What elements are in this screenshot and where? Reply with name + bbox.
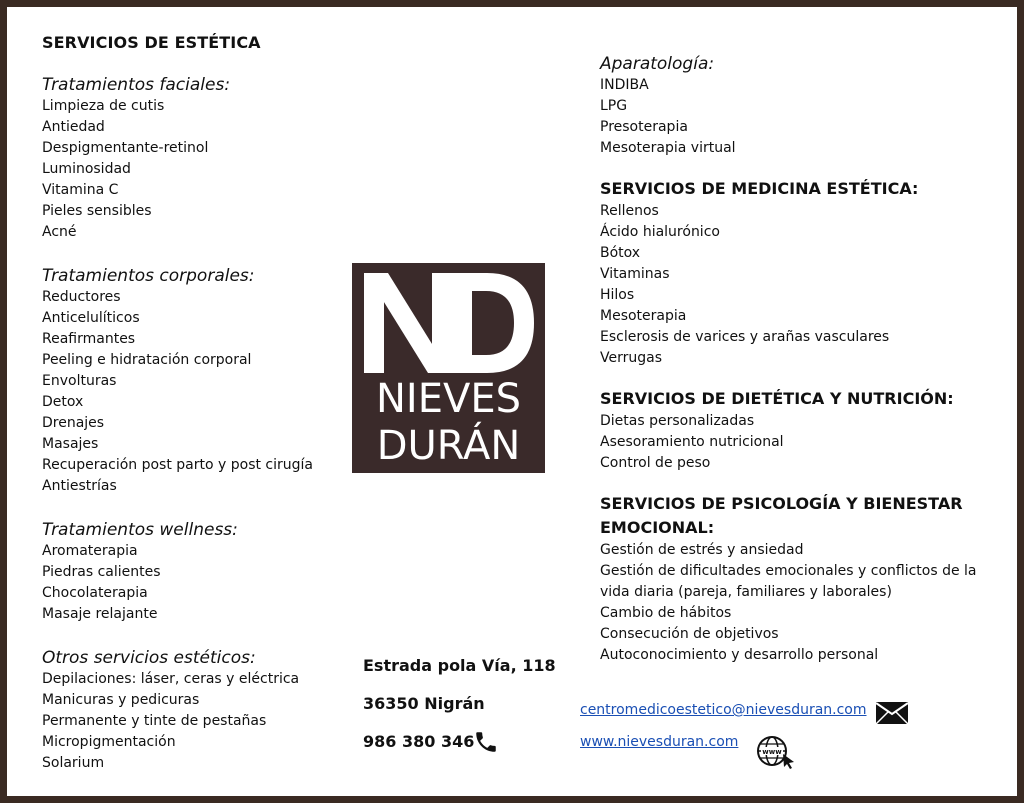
list-item: Piedras calientes — [42, 564, 161, 580]
list-item: Rellenos — [600, 203, 659, 219]
street-address: Estrada pola Vía, 118 — [363, 656, 556, 675]
list-item: Reductores — [42, 289, 121, 305]
list-item: Despigmentante-retinol — [42, 140, 209, 156]
list-item: Gestión de estrés y ansiedad — [600, 542, 804, 558]
postal-address: 36350 Nigrán — [363, 694, 485, 713]
list-item: Cambio de hábitos — [600, 605, 732, 621]
page-title: SERVICIOS DE ESTÉTICA — [42, 33, 261, 52]
otros-heading: Otros servicios estéticos: — [42, 648, 256, 668]
list-item: Masaje relajante — [42, 606, 158, 622]
medicina-heading: SERVICIOS DE MEDICINA ESTÉTICA: — [600, 179, 919, 198]
facial-heading: Tratamientos faciales: — [42, 75, 231, 95]
list-item: LPG — [600, 98, 628, 114]
wellness-heading: Tratamientos wellness: — [42, 520, 238, 540]
otros-list — [42, 669, 342, 774]
list-item: Verrugas — [600, 350, 663, 366]
list-item: INDIBA — [600, 77, 649, 93]
list-item: Masajes — [42, 436, 99, 452]
list-item: Ácido hialurónico — [600, 224, 720, 240]
phone-icon — [473, 729, 499, 759]
medicina-list — [600, 201, 1020, 369]
list-item: Luminosidad — [42, 161, 131, 177]
website-link[interactable]: www.nievesduran.com — [580, 734, 739, 750]
right-column — [600, 53, 1020, 666]
psicologia-list — [600, 540, 1010, 666]
list-item: Acné — [42, 224, 77, 240]
list-item: Presoterapia — [600, 119, 688, 135]
list-item: Consecución de objetivos — [600, 626, 779, 642]
list-item: Limpieza de cutis — [42, 98, 165, 114]
envelope-icon — [875, 701, 909, 729]
psicologia-heading-line2: EMOCIONAL: — [600, 518, 715, 537]
list-item: Detox — [42, 394, 84, 410]
email-link[interactable]: centromedicoestetico@nievesduran.com — [580, 702, 867, 718]
list-item: Esclerosis de varices y arañas vasculares — [600, 329, 890, 345]
address-block — [363, 655, 556, 769]
list-item: Aromaterapia — [42, 543, 138, 559]
list-item: Manicuras y pedicuras — [42, 692, 200, 708]
list-item: Pieles sensibles — [42, 203, 152, 219]
globe-cursor-icon — [756, 734, 796, 774]
logo-line1: NIEVES — [375, 376, 522, 422]
psicologia-heading-line1: SERVICIOS DE PSICOLOGÍA Y BIENESTAR — [600, 494, 963, 513]
dietetica-heading: SERVICIOS DE DIETÉTICA Y NUTRICIÓN: — [600, 389, 954, 408]
list-item: Depilaciones: láser, ceras y eléctrica — [42, 671, 300, 687]
list-item: Antiedad — [42, 119, 105, 135]
list-item: Mesoterapia — [600, 308, 687, 324]
list-item: Vitamina C — [42, 182, 119, 198]
list-item: Permanente y tinte de pestañas — [42, 713, 267, 729]
list-item: Recuperación post parto y post cirugía — [42, 457, 313, 473]
phone-number: 986 380 346 — [363, 732, 475, 751]
list-item: Micropigmentación — [42, 734, 176, 750]
list-item: Control de peso — [600, 455, 711, 471]
logo-graphic — [352, 263, 545, 473]
list-item: Bótox — [600, 245, 641, 261]
aparatologia-list — [600, 75, 1020, 159]
list-item: Mesoterapia virtual — [600, 140, 736, 156]
list-item: Autoconocimiento y desarrollo personal — [600, 647, 879, 663]
list-item: Peeling e hidratación corporal — [42, 352, 252, 368]
list-item: Asesoramiento nutricional — [600, 434, 784, 450]
list-item: Antiestrías — [42, 478, 117, 494]
corporal-list — [42, 287, 342, 497]
aparatologia-heading: Aparatología: — [600, 54, 715, 74]
svg-text:www: www — [762, 748, 782, 756]
list-item: Hilos — [600, 287, 635, 303]
list-item: Reafirmantes — [42, 331, 136, 347]
list-item: Anticelulíticos — [42, 310, 140, 326]
logo-line2: DURÁN — [376, 423, 521, 469]
list-item: Envolturas — [42, 373, 117, 389]
contact-links — [580, 702, 867, 750]
wellness-list — [42, 541, 342, 625]
dietetica-list — [600, 411, 1020, 474]
list-item: Gestión de dificultades emocionales y conflictos de la vida diaria (pareja, familiares y laborales) — [600, 563, 977, 600]
corporal-heading: Tratamientos corporales: — [42, 266, 255, 286]
left-column — [42, 33, 342, 774]
list-item: Chocolaterapia — [42, 585, 148, 601]
list-item: Solarium — [42, 755, 105, 771]
facial-list — [42, 96, 342, 243]
list-item: Vitaminas — [600, 266, 670, 282]
list-item: Dietas personalizadas — [600, 413, 755, 429]
list-item: Drenajes — [42, 415, 105, 431]
brand-logo — [352, 263, 545, 473]
